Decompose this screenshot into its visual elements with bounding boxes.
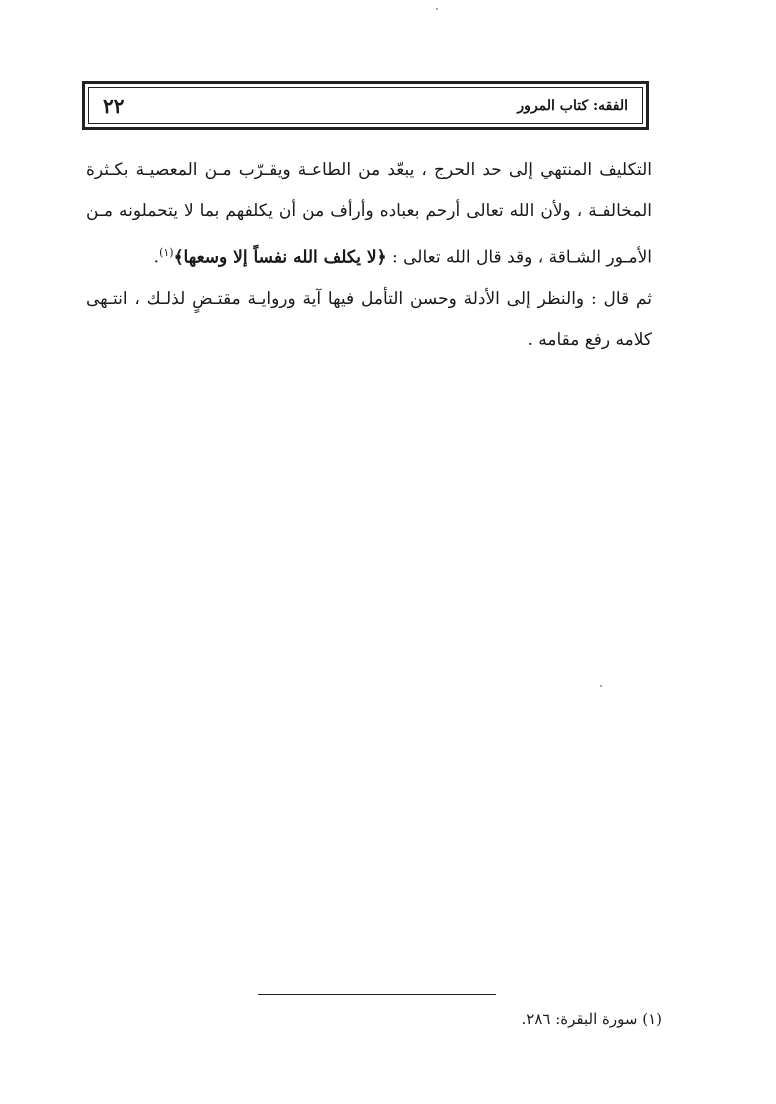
paragraph-1-end: . [153, 247, 160, 268]
paragraph-2-text: ثم قال : والنظر إلى الأدلة وحسن التأمل فيها آية وروايـة مقتـضٍ لذلـك ، انتـهى كلامه رفع مقامه . [86, 288, 652, 350]
running-header-inner [88, 87, 643, 124]
scan-speck [600, 685, 602, 687]
scan-speck [436, 8, 438, 10]
quran-verse: ﴿لا يكلف الله نفساً إلا وسعها﴾ [173, 247, 387, 268]
footnote: (١) سورة البقرة: ٢٨٦. [521, 1010, 662, 1028]
footnote-reference: (١) [159, 246, 174, 259]
paragraph-1-text: التكليف المنتهي إلى حد الحرج ، يبعّد من الطاعـة ويقـرّب مـن المعصيـة بكـثرة المخالفـة ، ولأن الله تعالى أرحم بعباده وأرأف من أن يكلفهم بما لا يتحملونه مـن الأمـور الشـاقة ، وقد قال الله تعالى : [86, 160, 652, 268]
page-number: ٢٢ [103, 93, 125, 118]
paragraph-2 [86, 279, 652, 361]
body-text [86, 150, 652, 361]
running-title: الفقه: كتاب المرور [517, 97, 628, 114]
footnote-divider [258, 994, 496, 995]
paragraph-1 [86, 150, 652, 279]
running-header [82, 81, 649, 130]
